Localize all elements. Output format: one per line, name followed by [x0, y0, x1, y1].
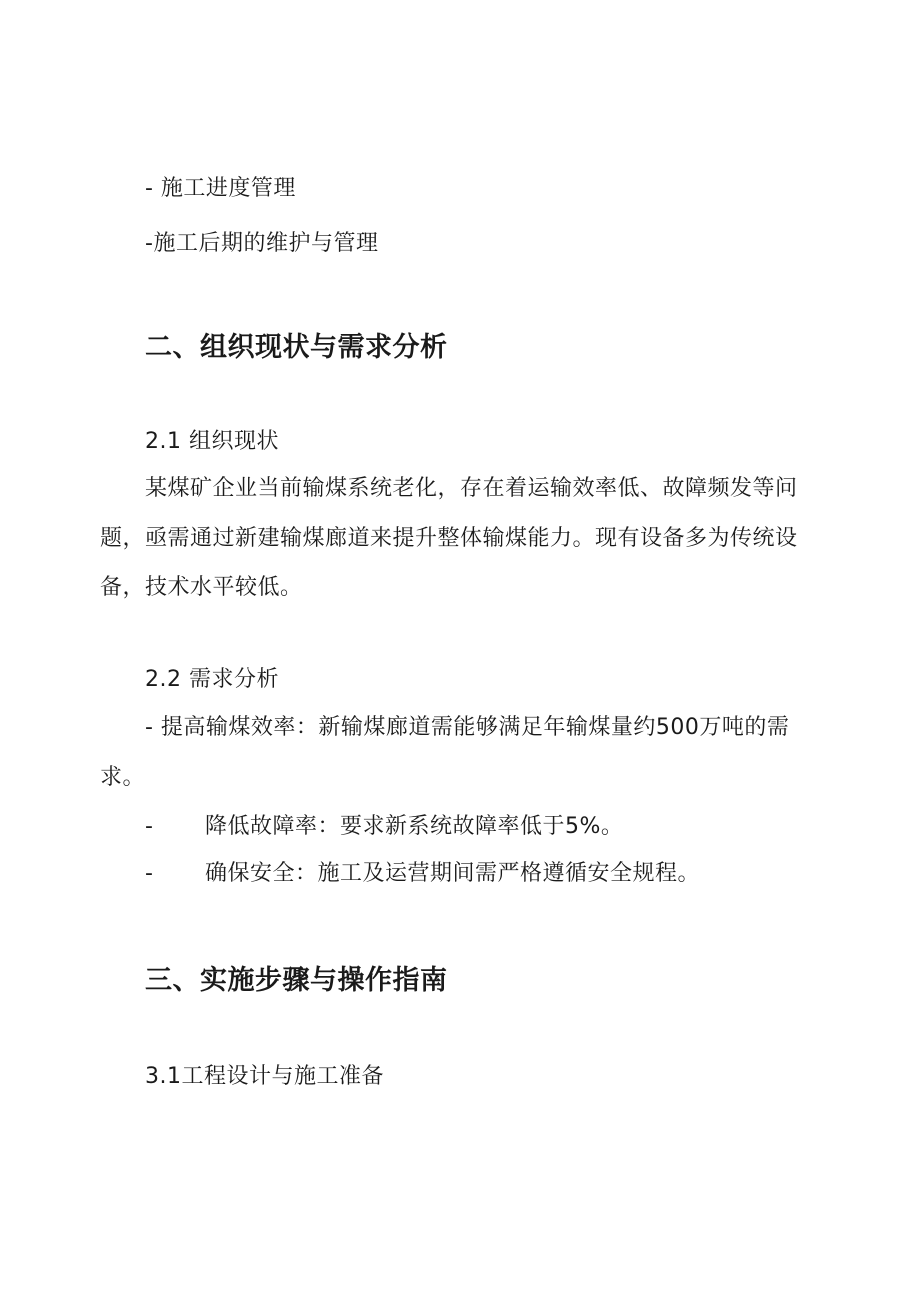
need-item-3 [145, 859, 865, 889]
paragraph-line-1: 某煤矿企业当前输煤系统老化，存在着运输效率低、故障频发等问 [145, 476, 798, 501]
subsection-2-1-heading: 2.1 组织现状 [145, 429, 279, 454]
subsection-2-2-heading: 2.2 需求分析 [145, 667, 279, 692]
bullet-later-maintenance: -施工后期的维护与管理 [145, 231, 379, 256]
list-dash: - [145, 861, 154, 886]
paragraph-line-3: 备，技术水平较低。 [100, 575, 303, 600]
subsection-3-1-heading: 3.1工程设计与施工准备 [145, 1064, 384, 1089]
need-item-2-text: 降低故障率：要求新系统故障率低于5%。 [205, 814, 624, 839]
bullet-construction-progress: - 施工进度管理 [145, 176, 296, 201]
need-item-3-text: 确保安全：施工及运营期间需严格遵循安全规程。 [205, 861, 701, 886]
need-item-2 [145, 812, 865, 842]
section-3-heading: 三、实施步骤与操作指南 [145, 965, 448, 996]
paragraph-line-2: 题，亟需通过新建输煤廊道来提升整体输煤能力。现有设备多为传统设 [100, 526, 798, 551]
need-item-1-line-2: 求。 [100, 765, 146, 790]
need-item-1-line-1: - 提高输煤效率：新输煤廊道需能够满足年输煤量约500万吨的需 [145, 715, 790, 740]
list-dash: - [145, 814, 154, 839]
section-2-heading: 二、组织现状与需求分析 [145, 332, 448, 363]
